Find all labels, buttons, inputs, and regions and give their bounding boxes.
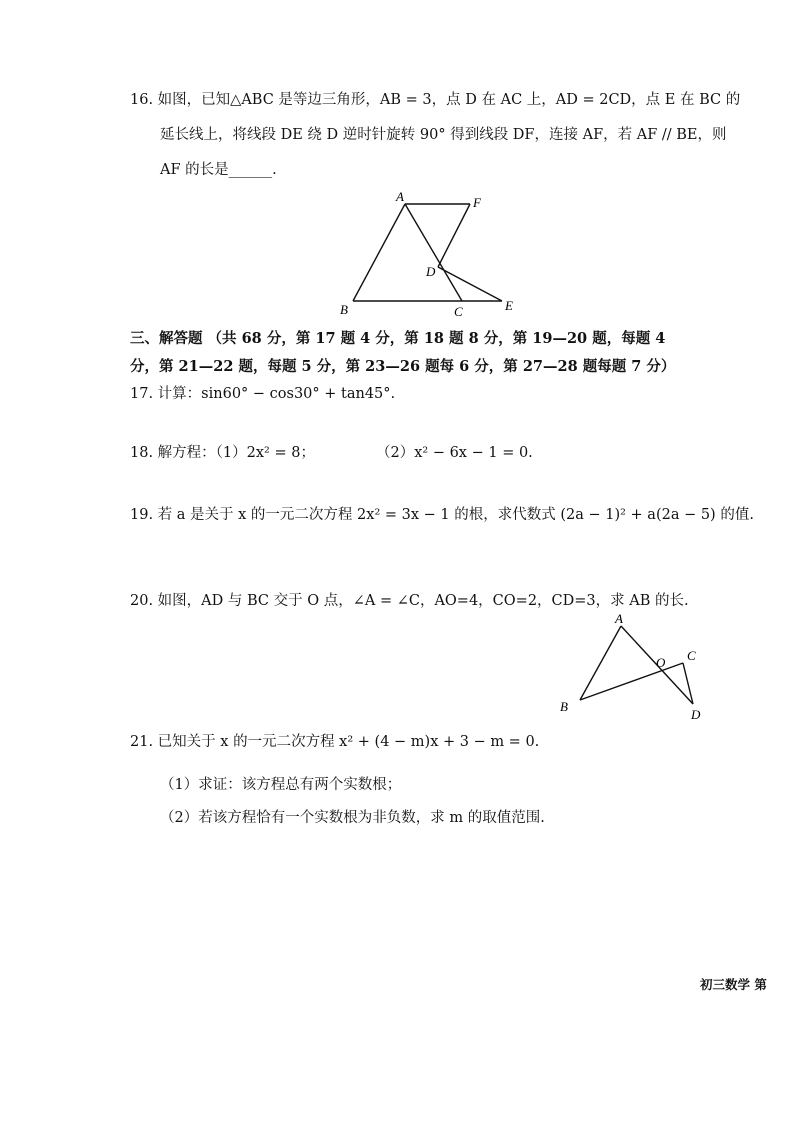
label-o: O <box>656 655 666 670</box>
q18-text: 解方程：（1）2x² = 8； <box>157 445 315 461</box>
q19-line <box>130 505 754 525</box>
segment-df <box>438 204 470 267</box>
q21-line <box>130 732 539 752</box>
q18-part2: （2）x² − 6x − 1 = 0. <box>376 445 533 461</box>
q16-figure <box>330 190 530 320</box>
label-f: F <box>473 195 481 210</box>
q19-number: 19. <box>130 507 154 523</box>
q18-number: 18. <box>130 445 154 461</box>
q21-number: 21. <box>130 734 154 750</box>
q20-number: 20. <box>130 593 154 609</box>
label-b: B <box>560 699 568 714</box>
segment-ab <box>580 626 621 700</box>
q17-text: 计算：sin60° − cos30° + tan45°. <box>157 386 396 402</box>
label-c: C <box>687 648 696 663</box>
segment-bc <box>580 663 683 700</box>
q20-line <box>130 591 689 611</box>
q21-part1: （1）求证：该方程总有两个实数根； <box>160 777 402 793</box>
q17-number: 17. <box>130 386 154 402</box>
q16-text-line1: 如图，已知△ABC 是等边三角形，AB = 3，点 D 在 AC 上，AD = 2CD，点 E 在 BC 的 <box>157 92 741 108</box>
label-d: D <box>426 264 436 279</box>
q16-number: 16. <box>130 92 154 108</box>
label-b: B <box>340 302 348 317</box>
q20-text: 如图，AD 与 BC 交于 O 点，∠A = ∠C，AO=4，CO=2，CD=3，求 AB 的长. <box>157 593 689 609</box>
segment-de <box>438 267 502 301</box>
q17-line <box>130 384 395 404</box>
q16-line1 <box>130 90 740 110</box>
q21-text: 已知关于 x 的一元二次方程 x² + (4 − m)x + 3 − m = 0. <box>157 734 540 750</box>
q20-figure <box>555 610 715 725</box>
section3-heading-line2: 分，第 21—22 题，每题 5 分，第 23—26 题每 6 分，第 27—28 题每题 7 分） <box>130 358 676 375</box>
footer-page-label: 初三数学 第 <box>700 977 767 992</box>
label-a: A <box>396 190 404 204</box>
q19-text: 若 a 是关于 x 的一元二次方程 2x² = 3x − 1 的根，求代数式 (2a − 1)² + a(2a − 5) 的值. <box>157 507 754 523</box>
section3-heading-line1: 三、解答题 （共 68 分，第 17 题 4 分，第 18 题 8 分，第 19—20 题，每题 4 <box>130 330 666 347</box>
q18-line <box>130 443 315 463</box>
q16-text-line3: AF 的长是______. <box>160 162 277 178</box>
q16-text-line2: 延长线上，将线段 DE 绕 D 逆时针旋转 90° 得到线段 DF，连接 AF，若 AF // BE，则 <box>160 127 727 143</box>
label-c: C <box>454 304 463 319</box>
segment-ab <box>353 204 405 301</box>
label-d: D <box>691 707 701 722</box>
q21-part2: （2）若该方程恰有一个实数根为非负数，求 m 的取值范围. <box>160 810 545 826</box>
segment-ac <box>405 204 462 301</box>
label-a: A <box>615 611 623 626</box>
label-e: E <box>505 298 513 313</box>
